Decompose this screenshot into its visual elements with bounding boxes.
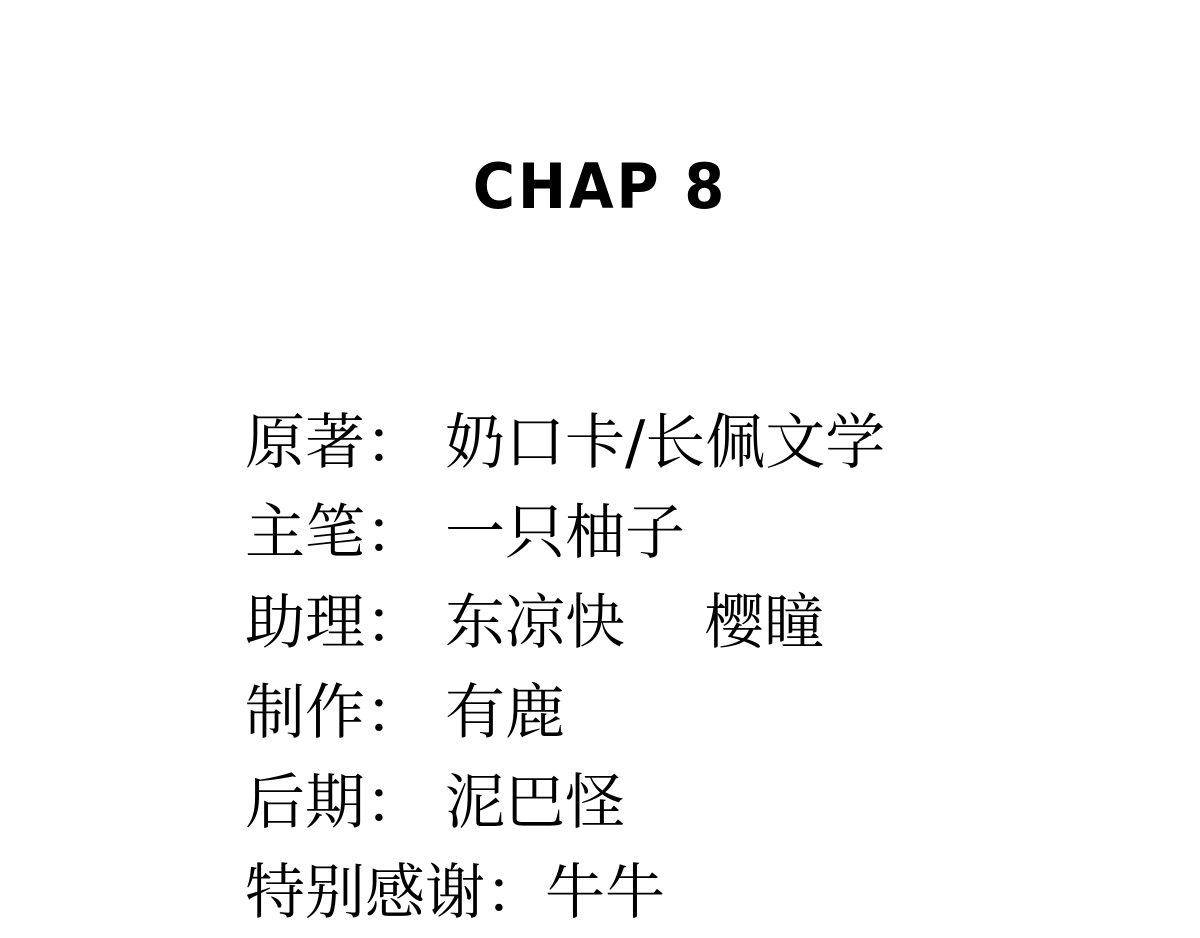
credit-label: 特别感谢： xyxy=(245,858,545,928)
credit-value: 泥巴怪 xyxy=(445,768,625,838)
credit-value: 一只柚子 xyxy=(445,498,685,568)
credit-value: 有鹿 xyxy=(445,678,565,748)
credits-list xyxy=(245,398,1195,938)
credit-post-production xyxy=(245,758,1195,848)
credit-value: 奶口卡/长佩文学 xyxy=(445,408,886,478)
credit-value: 牛牛 xyxy=(545,858,665,928)
credit-original-author xyxy=(245,398,1195,488)
chapter-title: CHAP 8 xyxy=(472,150,728,223)
credit-label: 制作： xyxy=(245,678,425,748)
credit-lead-artist xyxy=(245,488,1195,578)
credit-production xyxy=(245,668,1195,758)
credit-value: 东凉快 樱瞳 xyxy=(445,588,825,658)
credit-label: 主笔： xyxy=(245,498,425,568)
credit-label: 助理： xyxy=(245,588,425,658)
credit-label: 后期： xyxy=(245,768,425,838)
credit-assistants xyxy=(245,578,1195,668)
credit-special-thanks xyxy=(245,848,1195,938)
credit-label: 原著： xyxy=(245,408,425,478)
